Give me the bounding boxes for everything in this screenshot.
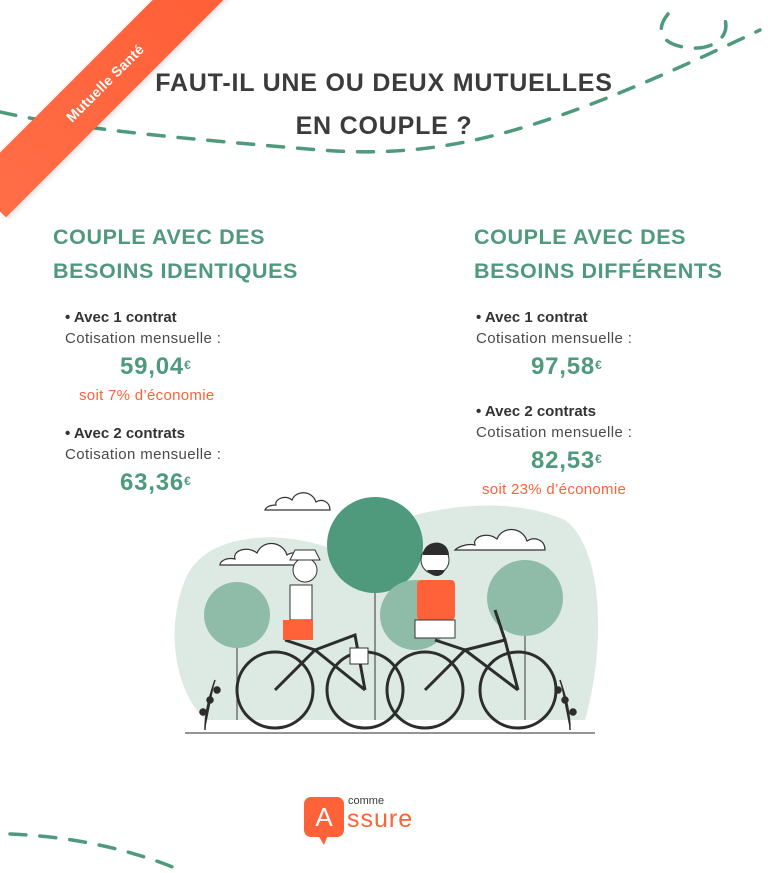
option-two-contracts xyxy=(476,402,723,502)
heading-line-1: COUPLE AVEC DES xyxy=(53,225,266,249)
option-price: 63,36€ xyxy=(120,469,192,496)
option-price: 82,53€ xyxy=(531,447,603,474)
option-one-contract xyxy=(476,308,723,384)
option-label: Cotisation mensuelle : xyxy=(65,446,222,463)
option-title: • Avec 2 contrats xyxy=(65,425,186,442)
option-price: 59,04€ xyxy=(120,353,192,380)
logo-word: ssure xyxy=(347,805,414,833)
heading-line-1: COUPLE AVEC DES xyxy=(474,225,687,249)
column-identical-needs xyxy=(53,220,298,500)
title-line-2: EN COUPLE ? xyxy=(295,112,473,140)
option-title: • Avec 1 contrat xyxy=(65,309,177,326)
option-two-contracts xyxy=(65,424,298,500)
column-heading xyxy=(474,220,723,288)
column-different-needs xyxy=(474,220,723,502)
option-title: • Avec 2 contrats xyxy=(476,403,597,420)
option-one-contract xyxy=(65,308,298,408)
saving-text: soit 7% d’économie xyxy=(79,387,215,404)
saving-text: soit 23% d’économie xyxy=(482,481,627,498)
heading-line-2: BESOINS DIFFÉRENTS xyxy=(474,259,723,283)
option-label: Cotisation mensuelle : xyxy=(476,424,633,441)
column-heading xyxy=(53,220,298,288)
ribbon-label: Mutuelle Santé xyxy=(62,40,148,126)
option-title: • Avec 1 contrat xyxy=(476,309,588,326)
title-line-1: FAUT-IL UNE OU DEUX MUTUELLES xyxy=(155,69,613,97)
page-title xyxy=(0,62,768,148)
couple-on-bicycles-icon xyxy=(165,490,615,760)
logo-badge: A xyxy=(304,797,344,837)
heading-line-2: BESOINS IDENTIQUES xyxy=(53,259,298,283)
speech-tail-icon xyxy=(318,835,328,845)
option-label: Cotisation mensuelle : xyxy=(476,330,633,347)
logo-small-text: comme xyxy=(348,795,385,807)
option-price: 97,58€ xyxy=(531,353,603,380)
option-label: Cotisation mensuelle : xyxy=(65,330,222,347)
